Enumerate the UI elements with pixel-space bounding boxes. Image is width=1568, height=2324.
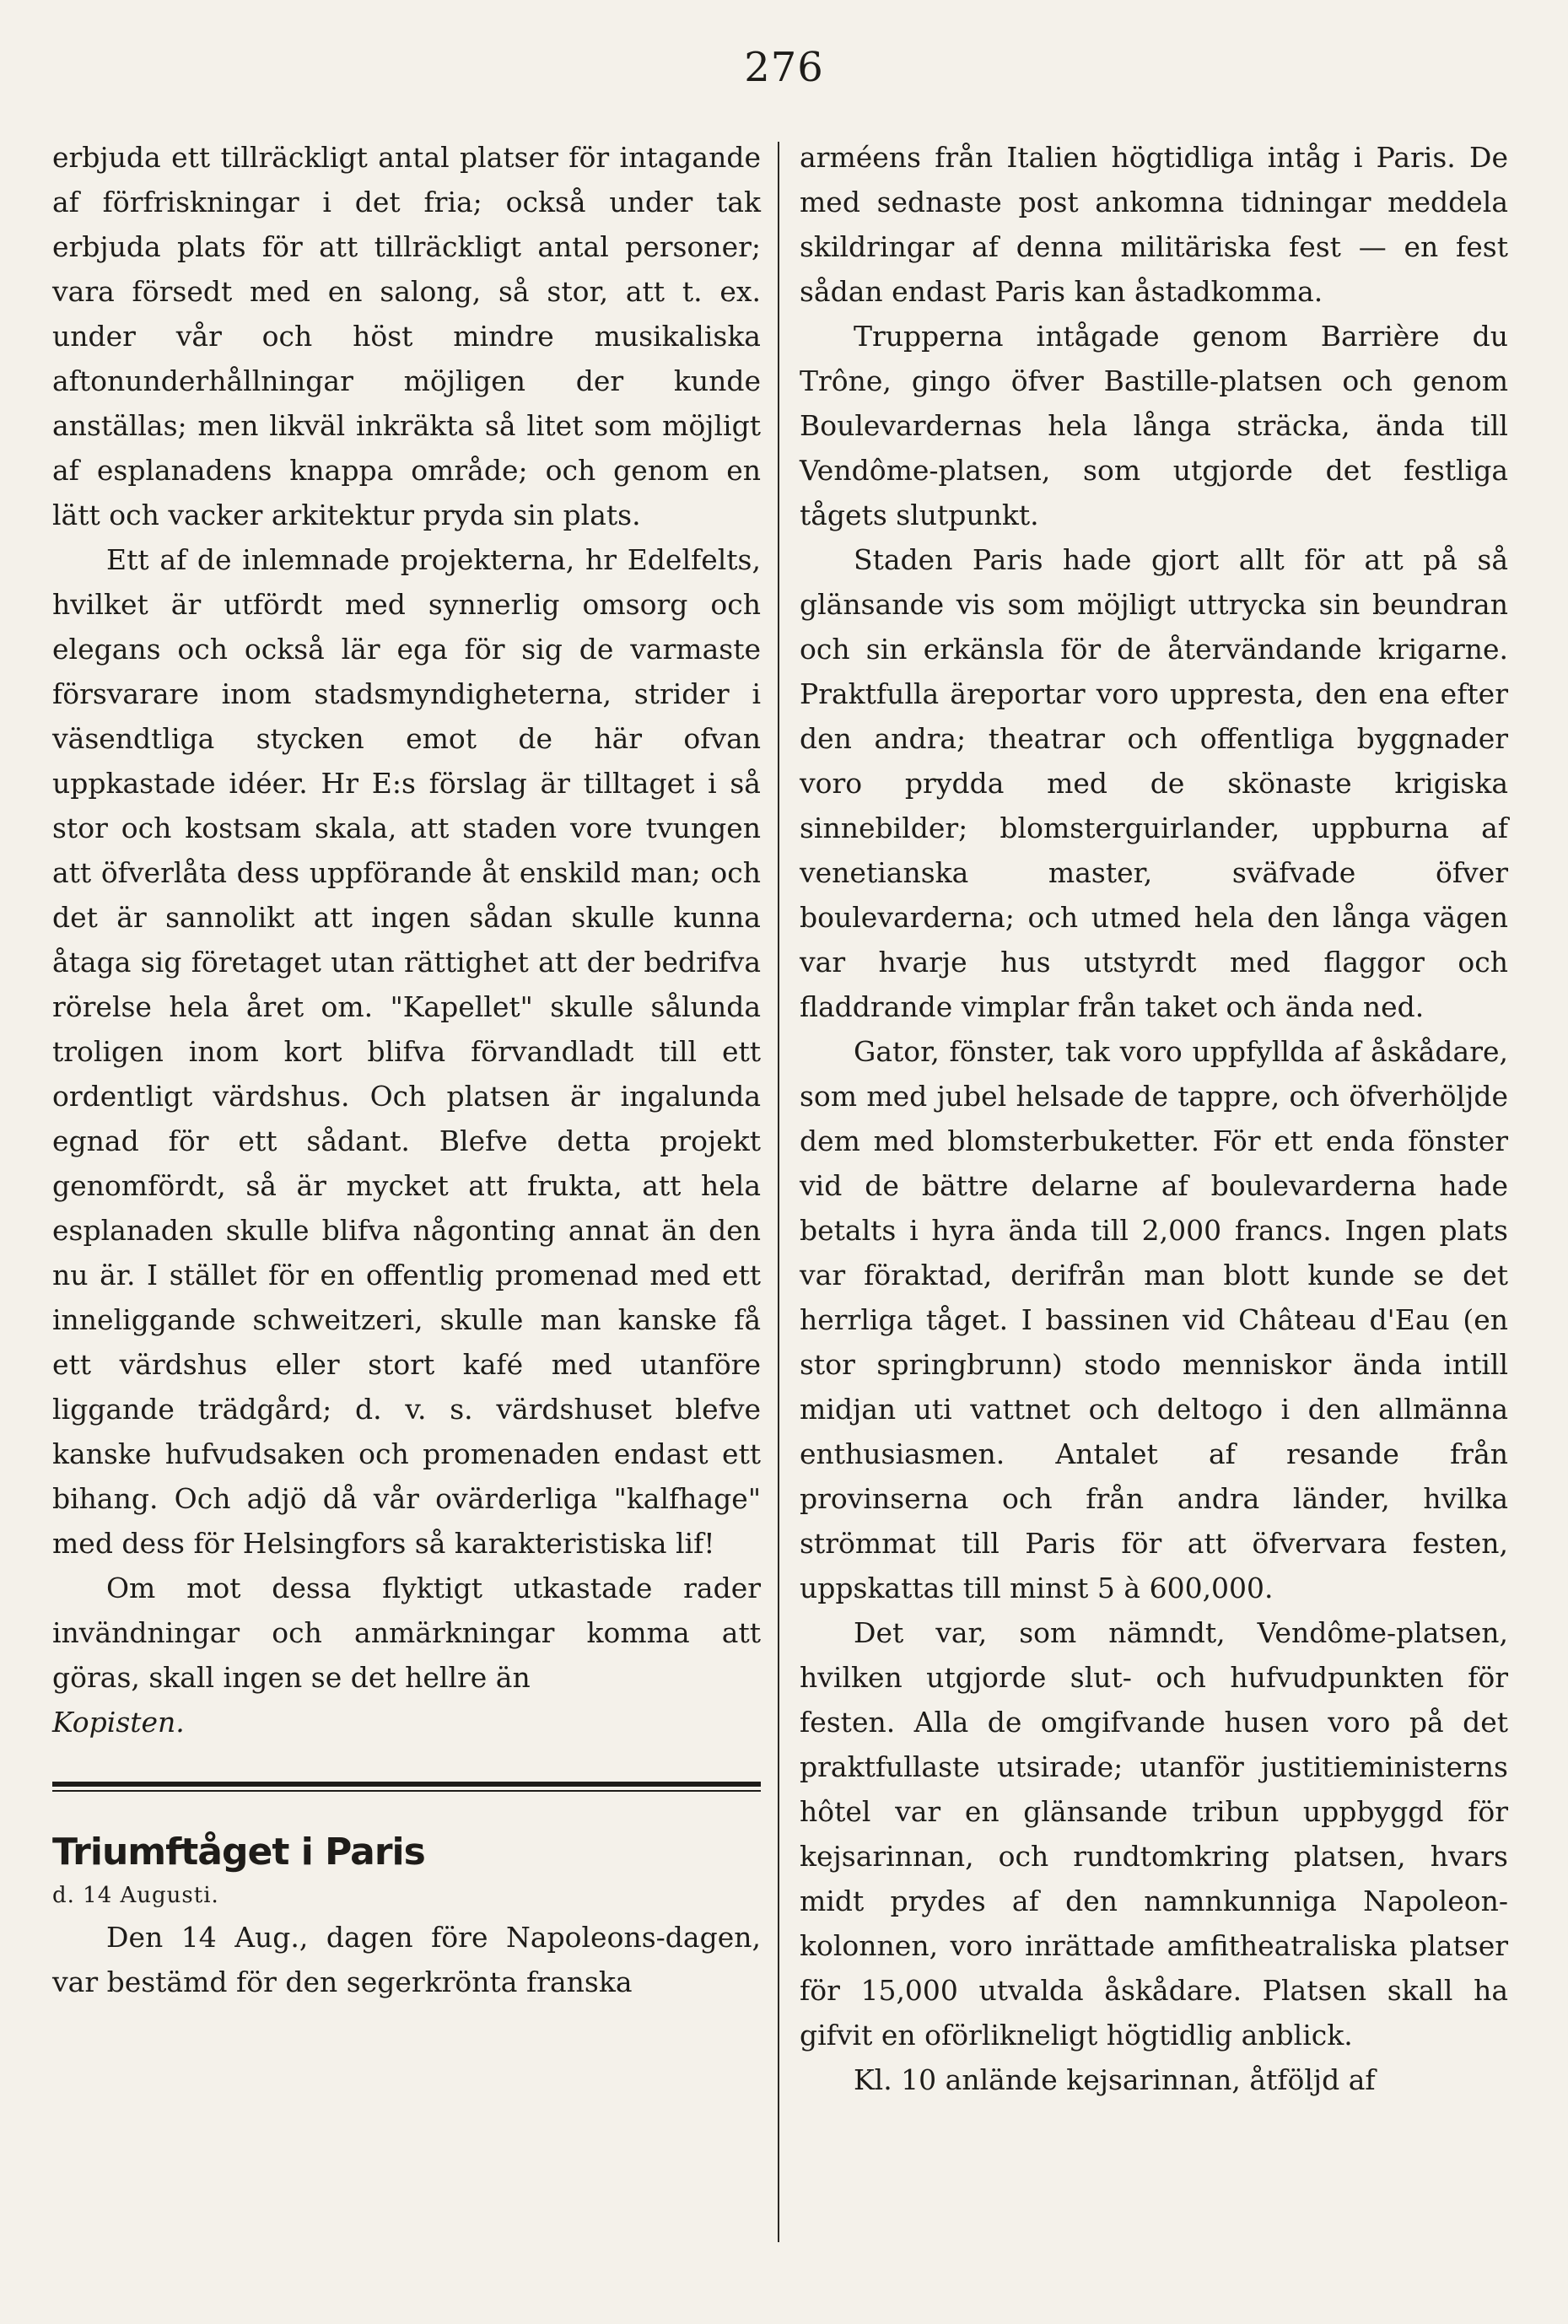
column-divider bbox=[778, 142, 779, 2242]
paragraph: arméens från Italien högtidliga intåg i Paris. De med sednaste post ankomna tidningar meddela skildringar af denna militäriska fest — en fest sådan endast Paris kan åstadkomma. bbox=[800, 141, 1508, 308]
section-divider bbox=[52, 1782, 761, 1792]
article-dateline: d. 14 Augusti. bbox=[52, 1883, 219, 1908]
article-title: Triumftåget i Paris bbox=[52, 1831, 425, 1874]
author-signature: Kopisten. bbox=[52, 1706, 185, 1739]
paragraph: Den 14 Aug., dagen före Napoleons-dagen, var bestämd för den segerkrönta franska bbox=[52, 1921, 761, 1998]
paragraph: Gator, fönster, tak voro uppfyllda af åskådare, som med jubel helsade de tappre, och öfverhöljde dem med blomsterbuketter. För ett enda fönster vid de bättre delarne af boulevarderna hade betalts i hyra ända till 2,000 francs. Ingen plats var föraktad, derifrån man blott kunde se det herrliga tåget. I bassinen vid Château d'Eau (en stor springbrunn) stodo menniskor ända intill midjan uti vattnet och deltogo i den allmänna enthusiasmen. Antalet af resande från provinserna och från andra länder, hvilka strömmat till Paris för att öfvervara festen, uppskattas till minst 5 à 600,000. bbox=[800, 1035, 1508, 1604]
paragraph: Staden Paris hade gjort allt för att på så glänsande vis som möjligt uttrycka sin beundran och sin erkänsla för de återvändande krigarne. Praktfulla äreportar voro uppresta, den ena efter den andra; theatrar och offentliga byggnader voro prydda med de skönaste krigiska sinnebilder; blomsterguirlander, uppburna af venetianska master, sväfvade öfver boulevarderna; och utmed hela den långa vägen var hvarje hus utstyrdt med flaggor och fladdrande vimplar från taket och ända ned. bbox=[800, 543, 1508, 1023]
paragraph: Om mot dessa flyktigt utkastade rader invändningar och anmärkningar komma att göras, skall ingen se det hellre än bbox=[52, 1572, 761, 1694]
left-column bbox=[52, 135, 761, 2004]
page-number: 276 bbox=[744, 44, 824, 91]
paragraph: Kl. 10 anlände kejsarinnan, åtföljd af bbox=[854, 2063, 1376, 2096]
paragraph: Trupperna intågade genom Barrière du Trône, gingo öfver Bastille-platsen och genom Boulevardernas hela långa sträcka, ända till Vendôme-platsen, som utgjorde det festliga tågets slutpunkt. bbox=[800, 320, 1508, 531]
paragraph: erbjuda ett tillräckligt antal platser för intagande af förfriskningar i det fria; också under tak erbjuda plats för att tillräckligt antal personer; vara försedt med en salong, så stor, att t. ex. under vår och höst mindre musikaliska aftonunderhållningar möjligen der kunde anställas; men likväl inkräkta så litet som möjligt af esplanadens knappa område; och genom en lätt och vacker arkitektur pryda sin plats. bbox=[52, 141, 761, 531]
right-column bbox=[800, 135, 1508, 2102]
paragraph: Det var, som nämndt, Vendôme-platsen, hvilken utgjorde slut- och hufvudpunkten för festen. Alla de omgifvande husen voro på det praktfullaste utsirade; utanför justitieministerns hôtel var en glänsande tribun uppbyggd för kejsarinnan, och rundtomkring platsen, hvars midt prydes af den namnkunniga Napoleon-kolonnen, voro inrättade amfitheatraliska platser för 15,000 utvalda åskådare. Platsen skall ha gifvit en oförlikneligt högtidlig anblick. bbox=[800, 1616, 1508, 2052]
paragraph: Ett af de inlemnade projekterna, hr Edelfelts, hvilket är utfördt med synnerlig omsorg och elegans och också lär ega för sig de varmaste försvarare inom stadsmyndigheterna, strider i väsendtliga stycken emot de här ofvan uppkastade idéer. Hr E:s förslag är tilltaget i så stor och kostsam skala, att staden vore tvungen att öfverlåta dess uppförande åt enskild man; och det är sannolikt att ingen sådan skulle kunna åtaga sig företaget utan rättighet att der bedrifva rörelse hela året om. "Kapellet" skulle sålunda troligen inom kort blifva förvandladt till ett ordentligt värdshus. Och platsen är ingalunda egnad för ett sådant. Blefve detta projekt genomfördt, så är mycket att frukta, att hela esplanaden skulle blifva någonting annat än den nu är. I stället för en offentlig promenad med ett inneliggande schweitzeri, skulle man kanske få ett värdshus eller stort kafé med utanföre liggande trädgård; d. v. s. värdshuset blefve kanske hufvudsaken och promenaden endast ett bihang. Och adjö då vår ovärderliga "kalfhage" med dess för Helsingfors så karakteristiska lif! bbox=[52, 543, 761, 1560]
